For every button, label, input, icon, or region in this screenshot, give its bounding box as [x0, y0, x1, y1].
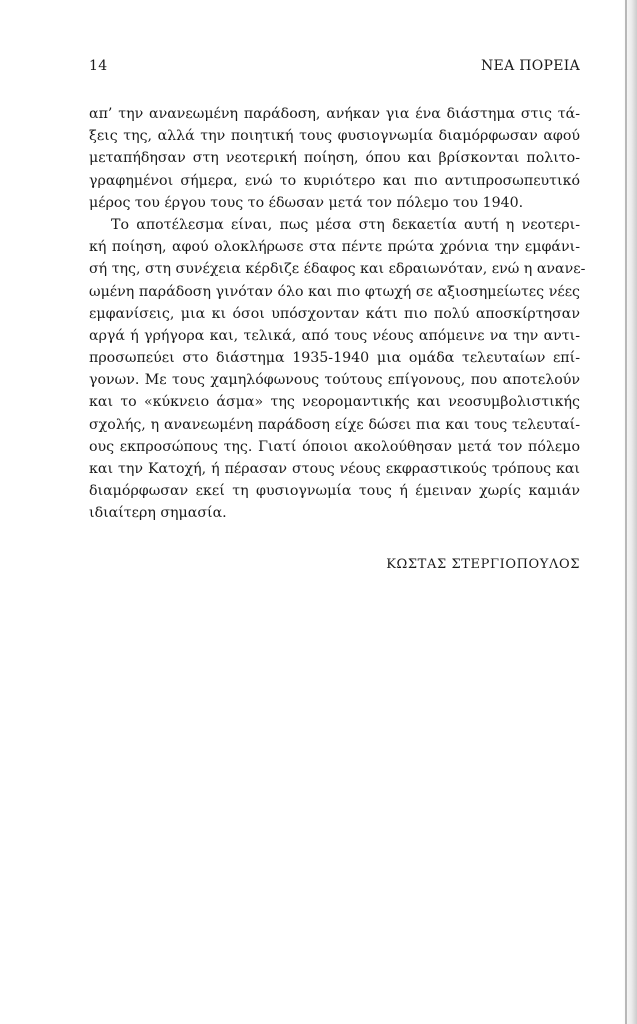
text-line: μέρος του έργου τους το έδωσαν μετά τον πόλεμο του 1940. [89, 194, 524, 211]
text-line: κή ποίηση, αφού ολοκλήρωσε στα πέντε πρώτα χρόνια την εμφάνι- [89, 239, 580, 256]
text-line: σή της, στη συνέχεια κέρδιζε έδαφος και εδραιωνόταν, ενώ η ανανε- [89, 261, 586, 278]
author-signature: ΚΩΣΤΑΣ ΣΤΕΡΓΙΟΠΟΥΛΟΣ [386, 557, 580, 572]
body-text [89, 103, 586, 525]
scan-edge-line [625, 0, 627, 1024]
text-line: ους εκπροσώπους της. Γιατί όποιοι ακολούθησαν μετά τον πόλεμο [89, 438, 580, 455]
text-line: και την Κατοχή, ή πέρασαν στους νέους εκφραστικούς τρόπους και [89, 461, 580, 477]
text-line: προσωπεύει στο διάστημα 1935-1940 μια ομάδα τελευταίων επί- [89, 350, 580, 367]
paragraph-2 [89, 214, 586, 525]
page-header [89, 58, 580, 78]
paragraph-1 [89, 103, 580, 214]
text-line: μεταπήδησαν στη νεοτερική ποίηση, όπου και βρίσκονται πολιτο- [89, 150, 580, 167]
text-line: Το αποτέλεσμα είναι, πως μέσα στη δεκαετία αυτή η νεοτερι- [111, 216, 580, 233]
text-line: εμφανίσεις, μια κι όσοι υπόσχονταν κάτι πιο πολύ αποσκίρτησαν [89, 305, 580, 322]
text-line: απ’ την ανανεωμένη παράδοση, ανήκαν για ένα διάστημα στις τά- [89, 106, 580, 122]
running-head: ΝΕΑ ΠΟΡΕΙΑ [481, 58, 580, 74]
text-line: σχολής, η ανανεωμένη παράδοση είχε δώσει πια και τους τελευταί- [89, 416, 580, 433]
text-line: διαμόρφωσαν εκεί τη φυσιογνωμία τους ή έμειναν χωρίς καμιάν [89, 483, 580, 500]
text-line: γονων. Με τους χαμηλόφωνους τούτους επίγονους, που αποτελούν [89, 372, 580, 389]
text-line: ιδιαίτερη σημασία. [89, 505, 227, 522]
text-line: και το «κύκνειο άσμα» της νεορομαντικής και νεοσυμβολιστικής [89, 394, 580, 411]
text-line: ξεις της, αλλά την ποιητική τους φυσιογνωμία διαμόρφωσαν αφού [89, 128, 580, 145]
text-line: αργά ή γρήγορα και, τελικά, από τους νέους απόμεινε να την αντι- [89, 327, 580, 344]
page-number: 14 [89, 58, 108, 74]
text-line: γραφημένοι σήμερα, ενώ το κυριότερο και πιο αντιπροσωπευτικό [89, 172, 580, 189]
text-line: ωμένη παράδοση γινόταν όλο και πιο φτωχή σε αξιοσημείωτες νέες [89, 283, 580, 300]
